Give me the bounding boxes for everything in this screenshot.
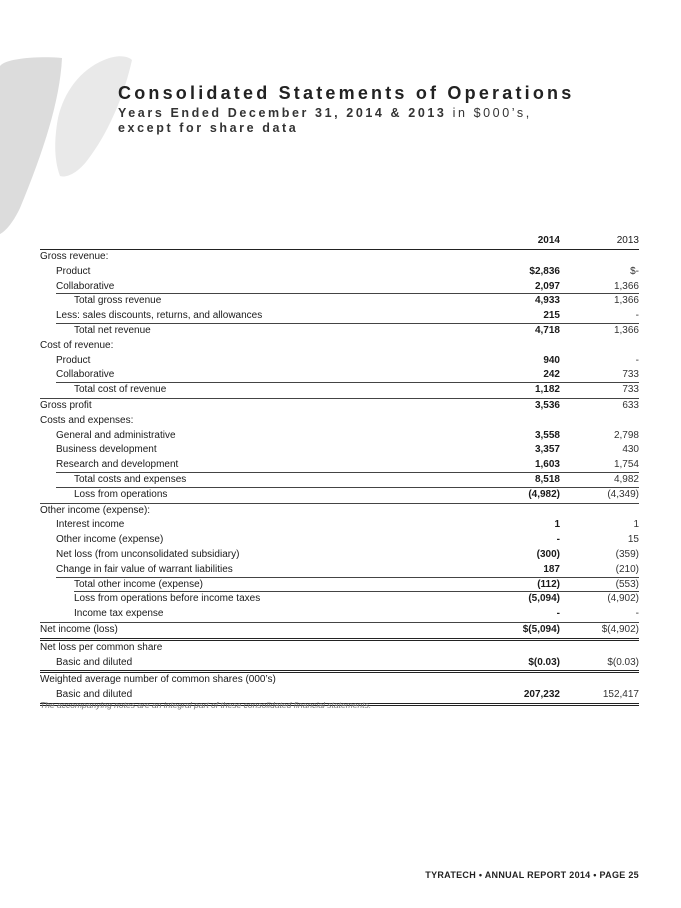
table-row bbox=[40, 563, 639, 578]
table-row bbox=[40, 488, 639, 504]
row-label: Total gross revenue bbox=[74, 295, 162, 307]
row-label: Product bbox=[56, 354, 91, 366]
row-label: General and administrative bbox=[56, 429, 176, 441]
table-row bbox=[40, 250, 639, 265]
value-2014: (300) bbox=[536, 548, 560, 560]
table-row bbox=[40, 354, 639, 369]
value-2014: 215 bbox=[543, 310, 560, 322]
value-2014: 1 bbox=[554, 519, 560, 531]
value-2014: 187 bbox=[543, 563, 560, 575]
table-row bbox=[40, 414, 639, 429]
value-2014: 4,933 bbox=[534, 295, 560, 307]
value-2013: 733 bbox=[622, 384, 639, 396]
table-row bbox=[40, 383, 639, 399]
value-2013: 2,798 bbox=[613, 429, 639, 441]
value-2013: 1,366 bbox=[613, 280, 639, 292]
row-label: Total net revenue bbox=[74, 324, 151, 336]
value-2014: $(0.03) bbox=[528, 656, 560, 668]
value-2014: 3,357 bbox=[534, 444, 560, 456]
page-footer: TYRATECH • ANNUAL REPORT 2014 • PAGE 25 bbox=[425, 870, 639, 880]
subtitle-share-data: except for share data bbox=[118, 121, 299, 135]
value-2013: $(0.03) bbox=[607, 656, 639, 668]
value-2014: 3,536 bbox=[534, 399, 560, 411]
table-row bbox=[40, 280, 639, 295]
table-row bbox=[40, 443, 639, 458]
row-label: Net loss per common share bbox=[40, 641, 163, 653]
row-label: Gross profit bbox=[40, 399, 92, 411]
value-2014: $2,836 bbox=[529, 265, 560, 277]
value-2013: (210) bbox=[615, 563, 639, 575]
table-row bbox=[40, 458, 639, 473]
row-label: Costs and expenses: bbox=[40, 414, 134, 426]
value-2013: 4,982 bbox=[613, 473, 639, 485]
value-2013: 1,366 bbox=[613, 324, 639, 336]
row-label: Business development bbox=[56, 444, 157, 456]
row-label: Cost of revenue: bbox=[40, 339, 114, 351]
table-row bbox=[40, 592, 639, 607]
value-2014: 3,558 bbox=[534, 429, 560, 441]
table-row bbox=[40, 339, 639, 354]
row-label: Other income (expense) bbox=[56, 534, 164, 546]
row-label: Other income (expense): bbox=[40, 504, 151, 516]
value-2014: 242 bbox=[543, 369, 560, 381]
column-header-2014: 2014 bbox=[537, 235, 560, 246]
value-2014: 1,603 bbox=[534, 459, 560, 471]
row-label: Basic and diluted bbox=[56, 656, 133, 668]
value-2014: 940 bbox=[543, 354, 560, 366]
row-label: Collaborative bbox=[56, 280, 115, 292]
table-row bbox=[40, 656, 639, 674]
row-label: Total cost of revenue bbox=[74, 384, 167, 396]
table-row bbox=[40, 673, 639, 688]
table-row bbox=[40, 578, 639, 593]
row-label: Loss from operations before income taxes bbox=[74, 593, 261, 605]
row-label: Net loss (from unconsolidated subsidiary) bbox=[56, 548, 240, 560]
value-2014: $(5,094) bbox=[522, 623, 560, 635]
row-label: Weighted average number of common shares (000’s) bbox=[40, 674, 276, 686]
value-2014: (112) bbox=[537, 578, 560, 590]
value-2013: (359) bbox=[615, 548, 639, 560]
table-row bbox=[40, 518, 639, 533]
value-2014: 1,182 bbox=[534, 384, 560, 396]
value-2013: 1,366 bbox=[613, 295, 639, 307]
value-2013: (4,902) bbox=[607, 593, 639, 605]
row-label: Net income (loss) bbox=[40, 623, 118, 635]
subtitle-unit: in $000’s, bbox=[452, 106, 532, 120]
row-label: Income tax expense bbox=[74, 608, 164, 620]
table-row bbox=[40, 294, 639, 309]
value-2013: $- bbox=[630, 265, 639, 277]
value-2014: 8,518 bbox=[534, 473, 560, 485]
value-2014: 2,097 bbox=[534, 280, 560, 292]
value-2013: 15 bbox=[627, 534, 639, 546]
table-row bbox=[40, 623, 639, 641]
value-2013: 733 bbox=[622, 369, 639, 381]
row-label: Research and development bbox=[56, 459, 179, 471]
value-2014: - bbox=[556, 608, 560, 620]
row-label: Loss from operations bbox=[74, 488, 168, 500]
value-2013: 633 bbox=[622, 399, 639, 411]
statement-table bbox=[40, 232, 639, 706]
value-2013: (4,349) bbox=[607, 488, 639, 500]
value-2013: - bbox=[635, 354, 639, 366]
row-label: Basic and diluted bbox=[56, 689, 133, 701]
table-row bbox=[40, 548, 639, 563]
row-label: Product bbox=[56, 265, 91, 277]
value-2014: 207,232 bbox=[523, 689, 560, 701]
table-row bbox=[40, 641, 639, 656]
column-header-2013: 2013 bbox=[616, 235, 639, 246]
value-2013: 1,754 bbox=[613, 459, 639, 471]
row-label: Collaborative bbox=[56, 369, 115, 381]
table-row bbox=[40, 399, 639, 414]
value-2013: - bbox=[635, 310, 639, 322]
table-row bbox=[40, 504, 639, 519]
table-row bbox=[40, 324, 639, 339]
table-row bbox=[40, 473, 639, 488]
page-title: Consolidated Statements of Operations bbox=[118, 83, 575, 103]
table-header bbox=[40, 232, 639, 250]
value-2014: - bbox=[556, 534, 560, 546]
value-2013: 1 bbox=[633, 519, 639, 531]
value-2014: 4,718 bbox=[534, 324, 560, 336]
value-2014: (4,982) bbox=[528, 488, 560, 500]
value-2013: (553) bbox=[615, 578, 639, 590]
table-row bbox=[40, 607, 639, 623]
value-2013: - bbox=[635, 608, 639, 620]
title-block bbox=[118, 82, 658, 136]
row-label: Total costs and expenses bbox=[74, 473, 187, 485]
row-label: Less: sales discounts, returns, and allowances bbox=[56, 310, 263, 322]
row-label: Gross revenue: bbox=[40, 251, 109, 262]
value-2013: 430 bbox=[622, 444, 639, 456]
table-row bbox=[40, 368, 639, 383]
table-row bbox=[40, 429, 639, 444]
value-2013: 152,417 bbox=[602, 689, 639, 701]
value-2014: (5,094) bbox=[528, 593, 560, 605]
table-row bbox=[40, 265, 639, 280]
footnote: The accompanying notes are an integral part of these consolidated financial statements. bbox=[40, 700, 372, 710]
row-label: Interest income bbox=[56, 519, 125, 531]
table-row bbox=[40, 533, 639, 548]
subtitle-years: Years Ended December 31, 2014 & 2013 bbox=[118, 106, 447, 120]
value-2013: $(4,902) bbox=[601, 623, 639, 635]
table-row bbox=[40, 309, 639, 324]
page-subtitle bbox=[118, 106, 658, 136]
row-label: Change in fair value of warrant liabilities bbox=[56, 563, 233, 575]
row-label: Total other income (expense) bbox=[74, 578, 203, 590]
